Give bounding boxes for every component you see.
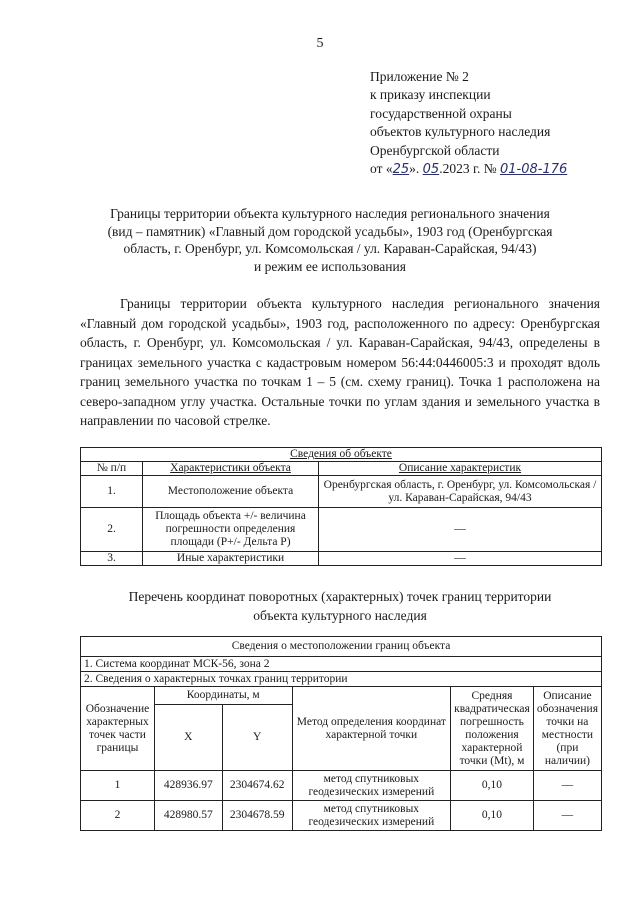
document-number: 01-08-176	[499, 162, 568, 178]
appendix-line: объектов культурного наследия	[370, 124, 551, 140]
header-error: Средняя квадратическая погрешность положения характерной точки (Mt), м	[451, 687, 534, 771]
appendix-block	[370, 68, 630, 179]
header-characteristics: Характеристики объекта	[143, 462, 319, 476]
header-x: X	[154, 705, 222, 771]
object-table-caption: Сведения об объекте	[81, 448, 602, 462]
date-month: 05	[422, 162, 440, 178]
cell-method: метод спутниковых геодезических измерений	[292, 771, 451, 801]
row-name: Местоположение объекта	[143, 476, 319, 508]
appendix-line: государственной охраны	[370, 105, 512, 121]
row-desc: Оренбургская область, г. Оренбург, ул. Комсомольская / ул. Караван-Сарайская, 94/43	[319, 476, 602, 508]
cell-x: 428936.97	[154, 771, 222, 801]
coordinates-title-line: Перечень координат поворотных (характерных) точек границ территории	[128, 589, 552, 604]
table-row	[81, 508, 602, 552]
header-method: Метод определения координат характерной точки	[292, 687, 451, 771]
coordinates-table	[80, 636, 602, 831]
date-prefix: от «	[370, 161, 393, 177]
header-num: № п/п	[81, 462, 143, 476]
header-point: Обозначение характерных точек части границы	[81, 687, 155, 771]
title-line: область, г. Оренбург, ул. Комсомольская / ул. Караван-Сарайская, 94/43)	[123, 241, 537, 256]
appendix-line: Оренбургской области	[370, 142, 500, 158]
row-num: 3.	[81, 552, 143, 566]
points-info-row: 2. Сведения о характерных точках границ территории	[81, 672, 602, 687]
row-num: 1.	[81, 476, 143, 508]
cell-error: 0,10	[451, 771, 534, 801]
header-y: Y	[222, 705, 292, 771]
cell-y: 2304674.62	[222, 771, 292, 801]
object-info-table	[80, 447, 602, 566]
title-line: и режим ее использования	[254, 258, 406, 274]
coordinates-title-line: объекта культурного наследия	[253, 607, 427, 623]
appendix-line: к приказу инспекции	[370, 87, 491, 103]
coordinates-table-caption: Сведения о местоположении границ объекта	[81, 637, 602, 657]
document-title	[80, 205, 580, 275]
cell-method: метод спутниковых геодезических измерений	[292, 801, 451, 831]
title-line: Границы территории объекта культурного наследия регионального значения	[110, 206, 550, 221]
row-desc: —	[319, 552, 602, 566]
page-number: 5	[316, 36, 324, 51]
header-description: Описание характеристик	[319, 462, 602, 476]
cell-point: 1	[81, 771, 155, 801]
cell-description: —	[533, 771, 601, 801]
header-coordinates: Координаты, м	[154, 687, 292, 705]
date-mid: ».	[409, 161, 423, 177]
row-name: Площадь объекта +/- величина погрешности определения площади (P+/- Дельта P)	[143, 508, 319, 552]
body-paragraph: Границы территории объекта культурного наследия регионального значения «Главный дом городской усадьбы», 1903 год, расположенного по адресу: Оренбургская область, г. Оренбург, ул. Комсомольская / ул. Караван-Сарайская, 94/43, определены в границах земельного участка с кадастровым номером 56:44:0446005:3 и проходят вдоль границ земельного участка по точкам 1 – 5 (см. схему границ). Точка 1 расположена на северо-западном углу участка. Остальные точки по углам здания и земельного участка в направлении по часовой стрелке.	[80, 296, 600, 428]
row-desc: —	[319, 508, 602, 552]
date-year: .2023 г. №	[439, 161, 500, 177]
table-row	[81, 771, 602, 801]
cell-y: 2304678.59	[222, 801, 292, 831]
row-num: 2.	[81, 508, 143, 552]
appendix-date-line	[370, 160, 630, 179]
cell-error: 0,10	[451, 801, 534, 831]
table-row	[81, 801, 602, 831]
coordinates-title	[80, 588, 600, 625]
header-point-description: Описание обозначения точки на местности (при наличии)	[533, 687, 601, 771]
row-name: Иные характеристики	[143, 552, 319, 566]
coordinate-system-row: 1. Система координат МСК-56, зона 2	[81, 657, 602, 672]
table-row	[81, 476, 602, 508]
table-row	[81, 552, 602, 566]
date-day: 25	[392, 162, 410, 178]
title-line: (вид – памятник) «Главный дом городской усадьбы», 1903 год (Оренбургская	[107, 223, 553, 239]
cell-description: —	[533, 801, 601, 831]
appendix-line: Приложение № 2	[370, 69, 469, 84]
cell-point: 2	[81, 801, 155, 831]
cell-x: 428980.57	[154, 801, 222, 831]
